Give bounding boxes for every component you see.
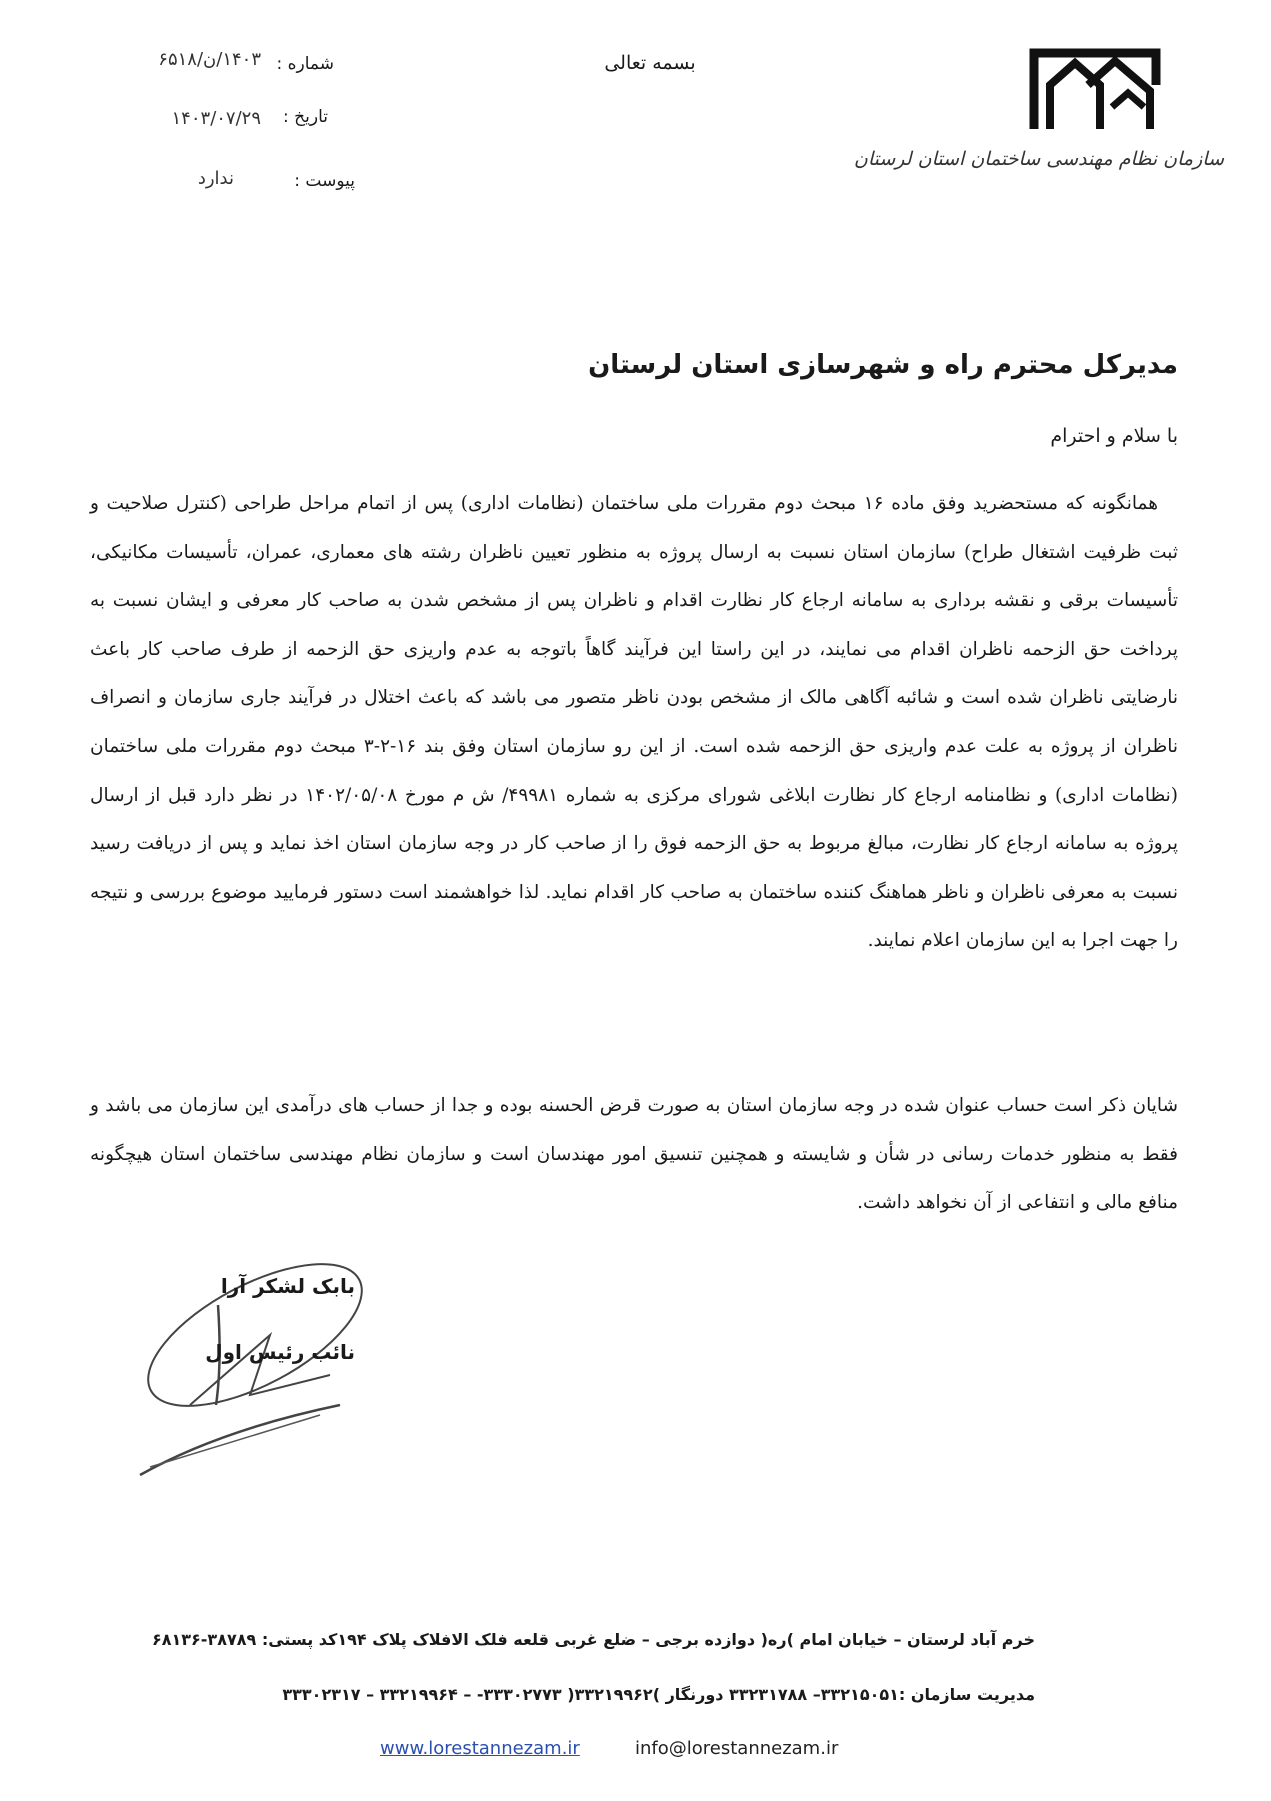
letter-number-label: شماره : [276,54,334,74]
organization-name: سازمان نظام مهندسی ساختمان استان لرستان [853,148,1224,170]
footer-address: خرم آباد لرستان – خیابان امام )ره( دوازده برجی – ضلع غربی قلعه فلک الافلاک پلاک ۱۹۴کد پستی: ۳۸۷۸۹-۶۸۱۳۶ [151,1630,1035,1649]
attachment-value: ندارد [197,168,234,189]
bismillah-heading: بسمه تعالی [604,52,696,74]
footer-phones: مدیریت سازمان :۳۳۲۱۵۰۵۱– ۳۳۲۳۱۷۸۸ دورنگار )۳۳۲۱۹۹۶۲( ۳۳۳۰۲۷۷۳- – ۳۳۲۱۹۹۶۴ – ۳۳۳۰۲۳۱۷ [282,1685,1035,1704]
website-link[interactable]: www.lorestannezam.ir [380,1738,580,1759]
recipient-heading: مدیرکل محترم راه و شهرسازی استان لرستان [588,350,1178,380]
organization-logo [1020,45,1170,135]
signer-title: نائب رئیس اول [205,1340,355,1364]
letter-date-value: ۱۴۰۳/۰۷/۲۹ [171,108,261,129]
email-address: info@lorestannezam.ir [635,1738,839,1759]
letter-number-value: ۱۴۰۳/ن/۶۵۱۸ [158,49,261,70]
signer-name: بابک لشکر آرا [220,1274,355,1298]
salutation: با سلام و احترام [1050,425,1178,447]
body-paragraph-2: شایان ذکر است حساب عنوان شده در وجه سازمان استان به صورت قرض الحسنه بوده و جدا از حساب های درآمدی این سازمان می باشد و فقط به منظور خدمات رسانی در شأن و شایسته و همچنین تنسیق امور مهندسان است و سازمان نظام مهندسی ساختمان استان هیچگونه منافع مالی و انتفاعی از آن نخواهد داشت. [90,1095,1178,1214]
body-paragraph-1: همانگونه که مستحضرید وفق ماده ۱۶ مبحث دوم مقررات ملی ساختمان (نظامات اداری) پس از اتمام مراحل طراحی (کنترل صلاحیت و ثبت ظرفیت اشتغال طراح) سازمان استان نسبت به ارسال پروژه به منظور تعیین ناظران رشته های معماری، عمران، تأسیسات مکانیکی، تأسیسات برقی و نقشه برداری به سامانه ارجاع کار نظارت اقدام و ناظران پس از مشخص شدن به صاحب کار معرفی و ایشان نسبت به پرداخت حق الزحمه ناظران اقدام می نمایند، در این راستا این فرآیند گاهاً باتوجه به عدم واریزی حق الزحمه از طرف صاحب کار باعث نارضایتی ناظران شده است و شائبه آگاهی مالک از مشخص بودن ناظر متصور می باشد که باعث اختلال در فرآیند جاری سازمان و انصراف ناظران از پروژه به علت عدم واریزی حق الزحمه شده است. از این رو سازمان استان وفق بند ۱۶-۲-۳ مبحث دوم مقررات ملی ساختمان (نظامات اداری) و نظامنامه ارجاع کار نظارت ابلاغی شورای مرکزی به شماره ۴۹۹۸۱/ ش م مورخ ۱۴۰۲/۰۵/۰۸ در نظر دارد قبل از ارسال پروژه به سامانه ارجاع کار نظارت، مبالغ مربوط به حق الزحمه فوق را از صاحب کار در وجه سازمان استان اخذ نماید و پس از دریافت رسید نسبت به معرفی ناظران و ناظر هماهنگ کننده ساختمان به صاحب کار اقدام نماید. لذا خواهشمند است دستور فرمایید موضوع بررسی و نتیجه را جهت اجرا به این سازمان اعلام نمایند. [90,493,1178,952]
letter-date-label: تاریخ : [283,107,328,127]
attachment-label: پیوست : [294,171,355,191]
